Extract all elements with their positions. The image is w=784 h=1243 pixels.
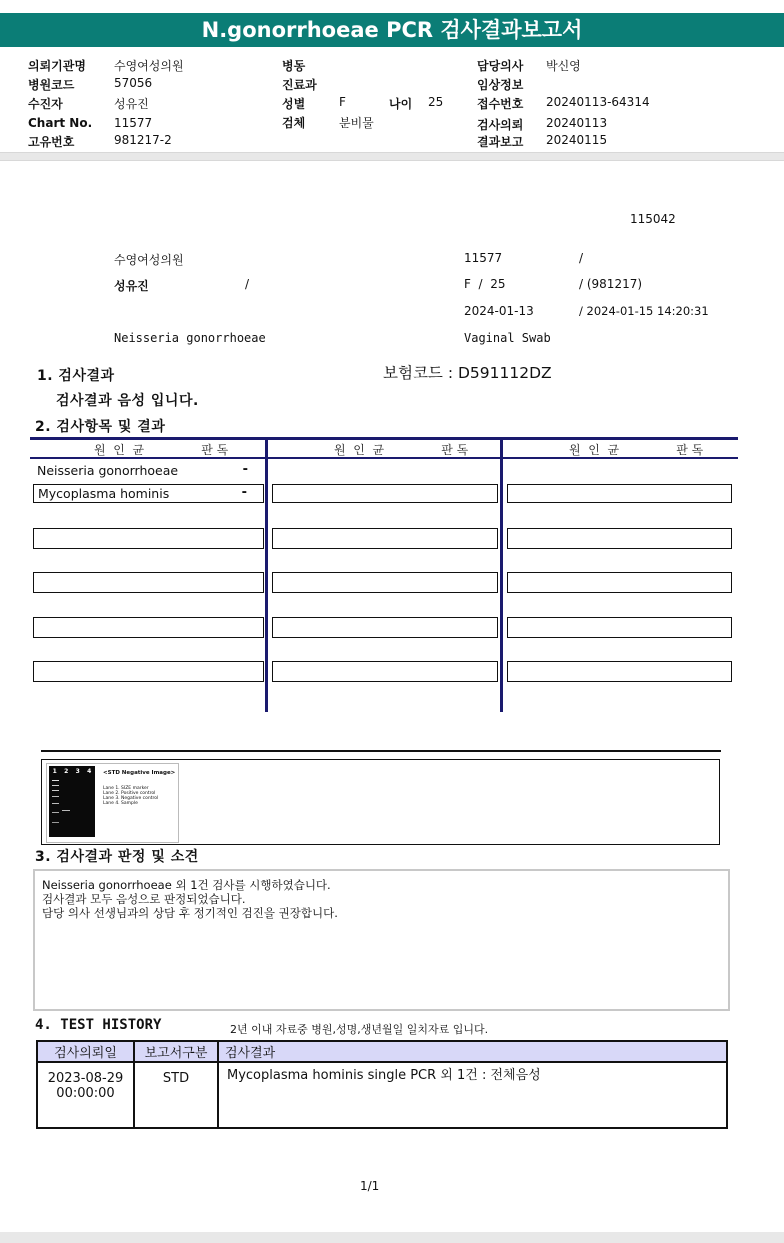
insurance-code: 보험코드 : D591112DZ [383,364,552,382]
body-specimen: Vaginal Swab [464,331,551,345]
chart-no-value: 11577 [114,116,153,130]
section-1-title: 1. 검사결과 [37,368,115,384]
age-label: 나이 [389,97,413,111]
empty-result-cell [507,617,732,638]
doctor-value: 박신영 [546,59,581,73]
specimen-label: 검체 [282,116,306,130]
finding-line: 담당 의사 선생님과의 상담 후 정기적인 검진을 권장합니다. [42,906,338,920]
specimen-value: 분비물 [339,116,374,130]
patient-label: 수진자 [28,97,63,111]
result-summary: 검사결과 음성 입니다. [56,393,199,409]
sex-value: F [339,95,346,109]
report-title: N.gonorrhoeae PCR 검사결과보고서 [0,13,784,47]
body-birth: / (981217) [579,277,643,291]
request-date-label: 검사의뢰 [477,118,524,132]
body-sex-age: F / 25 [464,277,506,291]
gel-top-rule [41,750,721,752]
gel-lane-label: 1 [52,768,57,775]
empty-result-cell [33,572,264,593]
gel-lane-label: 3 [75,768,80,775]
history-table [36,1040,728,1129]
sex-label: 성별 [282,97,306,111]
result-cell [33,484,264,503]
empty-result-cell [33,528,264,549]
gel-lane-label: 2 [64,768,69,775]
gel-caption-line: Lane 4. Sample [103,801,138,806]
body-request-date: 2024-01-13 [464,304,534,318]
unique-no-value: 981217-2 [114,133,172,147]
history-type: STD [134,1062,218,1128]
clinical-info-label: 임상정보 [477,78,524,92]
history-date: 2023-08-29 [47,1071,124,1086]
ward-label: 병동 [282,59,306,73]
body-slash-2: / [245,277,250,291]
receipt-no-label: 접수번호 [477,97,524,111]
empty-result-cell [33,661,264,682]
dept-label: 진료과 [282,78,317,92]
body-slash-1: / [579,251,584,265]
column-header-2: 원 인 균 판 독 [334,443,469,457]
bottom-bar [0,1232,784,1243]
history-header-result: 검사결과 [218,1041,727,1062]
report-date-label: 결과보고 [477,135,524,149]
gel-caption-title: <STD Negative Image> [103,770,176,776]
table-row [37,1062,727,1128]
receipt-no-value: 20240113-64314 [546,95,650,109]
hospital-value: 수영여성의원 [114,59,184,73]
unique-no-label: 고유번호 [28,135,75,149]
history-header-row [37,1041,727,1062]
empty-result-cell [507,484,732,503]
finding-line: Neisseria gonorrhoeae 외 1건 검사를 시행하였습니다. [42,878,331,892]
history-header-date: 검사의뢰일 [37,1041,134,1062]
patient-value: 성유진 [114,97,149,111]
doctor-label: 담당의사 [477,59,524,73]
gel-caption-line: Lane 3. Negative control [103,796,159,801]
organism-name: Mycoplasma hominis [38,486,170,501]
column-header-1: 원 인 균 판 독 [94,443,229,457]
gel-lane-label: 4 [87,768,92,775]
findings-box [33,869,730,1011]
history-time: 00:00:00 [56,1086,115,1101]
gel-caption-line: Lane 2. Positive control [103,791,156,796]
organism-result: - [242,462,248,477]
age-value: 25 [428,95,444,109]
hospital-code-label: 병원코드 [28,78,75,92]
request-date-value: 20240113 [546,116,608,130]
history-result: Mycoplasma hominis single PCR 외 1건 : 전체음성 [218,1062,727,1128]
gel-image [46,763,179,843]
empty-result-cell [507,572,732,593]
empty-result-cell [272,572,498,593]
section-4-title: 4. TEST HISTORY [35,1017,162,1033]
gel-caption-line: Lane 1. SIZE marker [103,786,149,791]
empty-result-cell [507,528,732,549]
hospital-code-value: 57056 [114,76,153,90]
empty-result-cell [507,661,732,682]
gel-lane-labels [49,768,95,775]
empty-result-cell [33,617,264,638]
history-note: 2년 이내 자료중 병원,성명,생년월일 일치자료 입니다. [230,1023,489,1036]
result-cell [33,462,264,481]
gel-electrophoresis-image [49,766,95,837]
header-separator [0,152,784,161]
table-top-rule [30,437,738,440]
history-header-type: 보고서구분 [134,1041,218,1062]
body-chart-no: 11577 [464,251,503,265]
page-number: 1/1 [360,1179,380,1193]
body-patient: 성유진 [114,279,149,293]
chart-no-label: Chart No. [28,116,93,130]
empty-result-cell [272,484,498,503]
report-date-value: 20240115 [546,133,608,147]
empty-result-cell [272,617,498,638]
gel-caption [103,786,158,806]
finding-line: 검사결과 모두 음성으로 판정되었습니다. [42,892,246,906]
section-2-title: 2. 검사항목 및 결과 [35,419,166,435]
empty-result-cell [272,528,498,549]
body-report-datetime: / 2024-01-15 14:20:31 [579,304,709,318]
column-divider-1 [265,437,268,712]
report-number: 115042 [630,212,676,226]
empty-result-cell [272,661,498,682]
column-header-3: 원 인 균 판 독 [569,443,704,457]
history-date-cell [37,1062,134,1128]
hospital-label: 의뢰기관명 [28,59,86,73]
body-test-name: Neisseria gonorrhoeae [114,331,266,345]
section-3-title: 3. 검사결과 판정 및 소견 [35,849,199,865]
column-divider-2 [500,437,503,712]
body-hospital: 수영여성의원 [114,253,184,267]
organism-name: Neisseria gonorrhoeae [37,463,179,478]
organism-result: - [241,485,247,500]
